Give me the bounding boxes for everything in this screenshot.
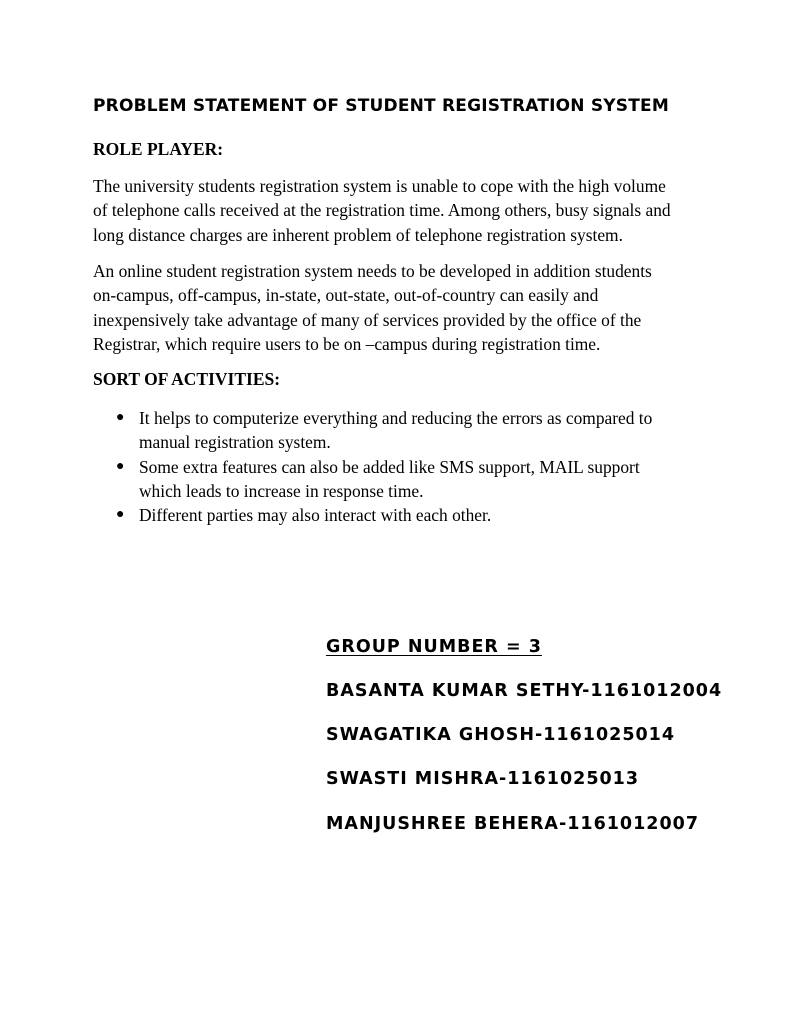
list-item-line: It helps to computerize everything and reducing the errors as compared to bbox=[139, 408, 653, 428]
list-item bbox=[93, 455, 733, 504]
list-item-line: Some extra features can also be added like SMS support, MAIL support bbox=[139, 456, 640, 477]
activities-heading: SORT OF ACTIVITIES: bbox=[93, 369, 281, 389]
list-item bbox=[93, 406, 733, 455]
paragraph-line: inexpensively take advantage of many of services provided by the office of the bbox=[93, 309, 642, 330]
bullet-icon: ● bbox=[116, 458, 125, 474]
online-system-paragraph bbox=[93, 259, 713, 356]
role-player-paragraph bbox=[93, 174, 713, 247]
list-item-line: which leads to increase in response time. bbox=[139, 480, 424, 501]
group-member: MANJUSHREE BEHERA-1161012007 bbox=[326, 814, 699, 834]
paragraph-line: of telephone calls received at the registration time. Among others, busy signals and bbox=[93, 200, 671, 221]
bullet-icon: ● bbox=[116, 507, 125, 523]
group-member: SWASTI MISHRA-1161025013 bbox=[326, 769, 640, 789]
paragraph-line: The university students registration system is unable to cope with the high volume bbox=[93, 176, 666, 196]
document-title: PROBLEM STATEMENT OF STUDENT REGISTRATION SYSTEM bbox=[93, 96, 669, 116]
paragraph-line: on-campus, off-campus, in-state, out-state, out-of-country can easily and bbox=[93, 285, 599, 306]
activities-list bbox=[93, 406, 733, 527]
group-number-heading: GROUP NUMBER = 3 bbox=[326, 637, 542, 657]
list-item-line: manual registration system. bbox=[139, 432, 331, 453]
paragraph-line: An online student registration system needs to be developed in addition students bbox=[93, 261, 652, 281]
bullet-icon: ● bbox=[116, 410, 125, 425]
group-member: SWAGATIKA GHOSH-1161025014 bbox=[326, 725, 676, 745]
paragraph-line: long distance charges are inherent problem of telephone registration system. bbox=[93, 224, 623, 245]
list-item-line: Different parties may also interact with each other. bbox=[139, 505, 492, 526]
list-item bbox=[93, 503, 733, 527]
group-member: BASANTA KUMAR SETHY-1161012004 bbox=[326, 681, 723, 701]
role-player-heading: ROLE PLAYER: bbox=[93, 139, 224, 159]
paragraph-line: Registrar, which require users to be on –campus during registration time. bbox=[93, 333, 601, 354]
